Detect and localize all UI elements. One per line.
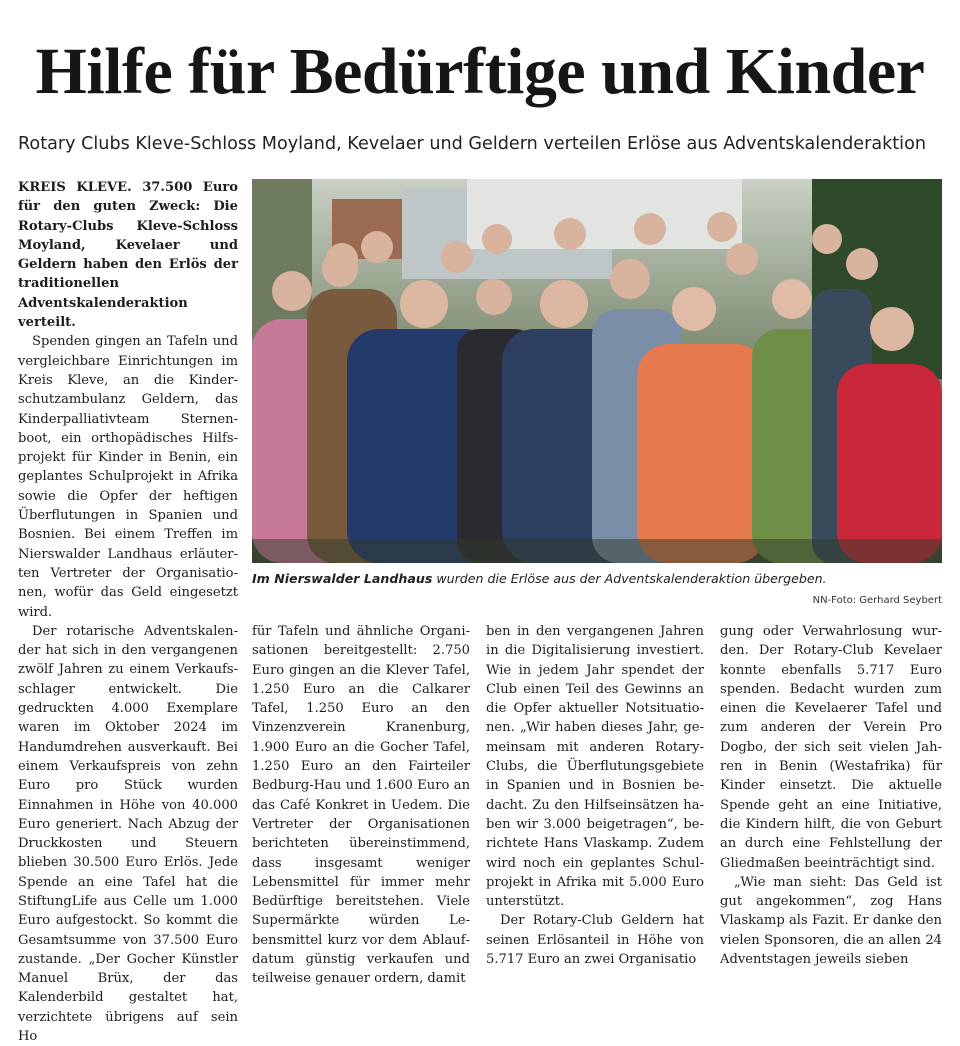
group-photo-illustration (252, 179, 942, 563)
text-column-4 (720, 622, 942, 969)
text-column-1 (18, 178, 238, 1046)
photo-credit: NN-Foto: Gerhard Seybert (812, 595, 942, 606)
body-paragraph-6: gung oder Verwahrlosung wurden. Der Rotary-Club Kevelaer konnte ebenfalls 5.717 Euro spenden. Bedacht wurden zum einen die Kevelaerer Tafel und zum anderen der Verein Pro Dogbo, der sich seit vielen Jahren in Benin (Westafrika) für Kinder einsetzt. Die aktuelle Spende geht an eine Initiative, die Kindern hilft, die von Geburt an durch eine Fehlstellung der Gliedmaßen beeinträchtigt sind. (720, 624, 942, 871)
caption-bold: Im Nierswalder Landhaus (252, 571, 433, 586)
dateline: KREIS KLEVE. (18, 180, 132, 195)
body-paragraph-1: Spenden gingen an Tafeln und vergleichbare Einrichtungen im Kreis Kleve, an die Kinderschutzambulanz Geldern, das Kinderpalliativteam Sternenboot, ein orthopädisches Hilfsprojekt für Kinder in Benin, ein geplantes Schulprojekt in Afrika sowie die Opfer der heftigen Überflutungen in Spanien und Bosnien. Bei einem Treffen im Nierswalder Landhaus erläuterten Vertreter der Organisationen, wofür das Geld eingesetzt wird. (18, 334, 238, 620)
headline: Hilfe für Bedürftige und Kinder (35, 35, 925, 108)
body-paragraph-4: ben in den vergangenen Jahren in die Digitalisierung investiert. Wie in jedem Jahr spendet der Club einen Teil des Gewinns an die Opfer aktueller Notsituationen. „Wir haben dieses Jahr, gemeinsam mit anderen Rotary-Clubs, die Überflutungsgebiete in Spanien und in Bosnien bedacht. Zu den Hilfseinsätzen haben wir 3.000 beigetragen“, berichtete Hans Vlaskamp. Zudem wird noch ein geplantes Schulprojekt in Afrika mit 5.000 Euro unterstützt. (486, 624, 704, 910)
lead-text: 37.500 Euro für den guten Zweck: Die Rotary-Clubs Kleve-Schloss Moyland, Kevelaer und Geldern haben den Erlös der traditionellen Adventskalenderaktion verteilt. (18, 180, 238, 331)
caption-text: wurden die Erlöse aus der Adventskalenderaktion übergeben. (432, 571, 827, 586)
group-photo (252, 179, 942, 563)
body-paragraph-7: „Wie man sieht: Das Geld ist gut angekommen“, zog Hans Vlaskamp als Fazit. Er danke den vielen Sponsoren, die an allen 24 Adventstagen jeweils sieben (720, 874, 942, 968)
text-column-2 (252, 622, 470, 989)
text-column-3 (486, 622, 704, 969)
photo-caption (252, 570, 942, 588)
body-paragraph-5: Der Rotary-Club Geldern hat seinen Erlösanteil in Höhe von 5.717 Euro an zwei Organisatio (486, 913, 704, 968)
body-paragraph-2: Der rotarische Adventskalender hat sich in den vergangenen zwölf Jahren zu einem Verkaufsschlager entwickelt. Die gedruckten 4.000 Exemplare waren im Oktober 2024 im Handumdrehen ausverkauft. Bei einem Verkaufspreis von zehn Euro pro Stück wurden Einnahmen in Höhe von 40.000 Euro generiert. Nach Abzug der Druckkosten und Steuern blieben 30.500 Euro Erlös. Jede Spende an eine Tafel hat die StiftungLife aus Celle um 1.000 Euro aufgestockt. So kommt die Gesamtsumme von 37.500 Euro zustande. „Der Gocher Künstler Manuel Brüx, der das Kalenderbild gestaltet hat, verzichtete übrigens auf sein Ho (18, 623, 238, 1045)
lead-paragraph (18, 178, 238, 332)
body-paragraph-3: für Tafeln und ähnliche Organisationen bereitgestellt: 2.750 Euro gingen an die Klever Tafel, 1.250 Euro an die Calkarer Tafel, 1.250 Euro an den Vinzenzverein Kranenburg, 1.900 Euro an die Gocher Tafel, 1.250 Euro an den Fairteiler Bedburg-Hau und 1.600 Euro an das Café Konkret in Uedem. Die Vertreter der Organisationen berichteten übereinstimmend, dass insgesamt weniger Lebensmittel für immer mehr Bedürftige bereitstehen. Viele Supermärkte würden Lebensmittel kurz vor dem Ablaufdatum günstig verkaufen und teilweise genauer ordern, damit (252, 624, 470, 987)
subheadline: Rotary Clubs Kleve-Schloss Moyland, Kevelaer und Geldern verteilen Erlöse aus Adventskalenderaktion (18, 134, 926, 154)
